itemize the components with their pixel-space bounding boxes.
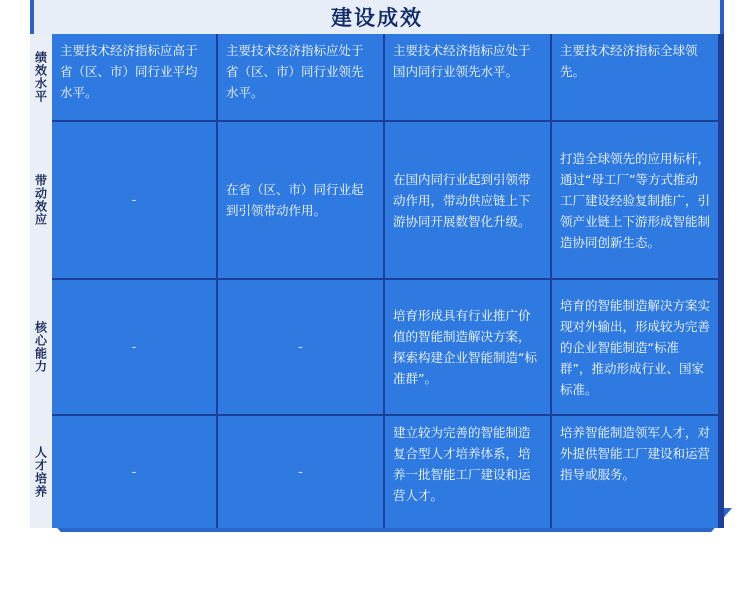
table-cell: 在国内同行业起到引领带动作用，带动供应链上下游协同开展数智化升级。 <box>385 122 550 278</box>
results-table <box>30 0 724 528</box>
table-cell: 主要技术经济指标应高于省（区、市）同行业平均水平。 <box>52 34 216 120</box>
row-label-talent-training: 人才培养 <box>33 446 48 498</box>
table-cell: 主要技术经济指标应处于省（区、市）同行业领先水平。 <box>218 34 383 120</box>
table-cell: - <box>52 122 216 278</box>
table-cell: 建立较为完善的智能制造复合型人才培养体系，培养一批智能工厂建设和运营人才。 <box>385 416 550 528</box>
table-cell: 培养智能制造领军人才，对外提供智能工厂建设和运营指导或服务。 <box>552 416 718 528</box>
table-cell: - <box>52 280 216 414</box>
table-cell: 主要技术经济指标应处于国内同行业领先水平。 <box>385 34 550 120</box>
table-cell: 主要技术经济指标全球领先。 <box>552 34 718 120</box>
table-cell: - <box>218 416 383 528</box>
table-title: 建设成效 <box>30 0 724 34</box>
table-cell: - <box>52 416 216 528</box>
table-cell: - <box>218 280 383 414</box>
table-cell: 培育的智能制造解决方案实现对外输出，形成较为完善的企业智能制造“标准群”，推动形成行业、国家标准。 <box>552 280 718 414</box>
row-label-performance: 绩效水平 <box>33 51 48 103</box>
table-cell: 在省（区、市）同行业起到引领带动作用。 <box>218 122 383 278</box>
row-label-driving-effect: 带动效应 <box>33 174 48 226</box>
row-label-core-capability: 核心能力 <box>33 321 48 373</box>
table-cell: 打造全球领先的应用标杆，通过“母工厂”等方式推动工厂建设经验复制推广，引领产业链上下游形成智能制造协同创新生态。 <box>552 122 718 278</box>
table-cell: 培育形成具有行业推广价值的智能制造解决方案，探索构建企业智能制造“标准群”。 <box>385 280 550 414</box>
